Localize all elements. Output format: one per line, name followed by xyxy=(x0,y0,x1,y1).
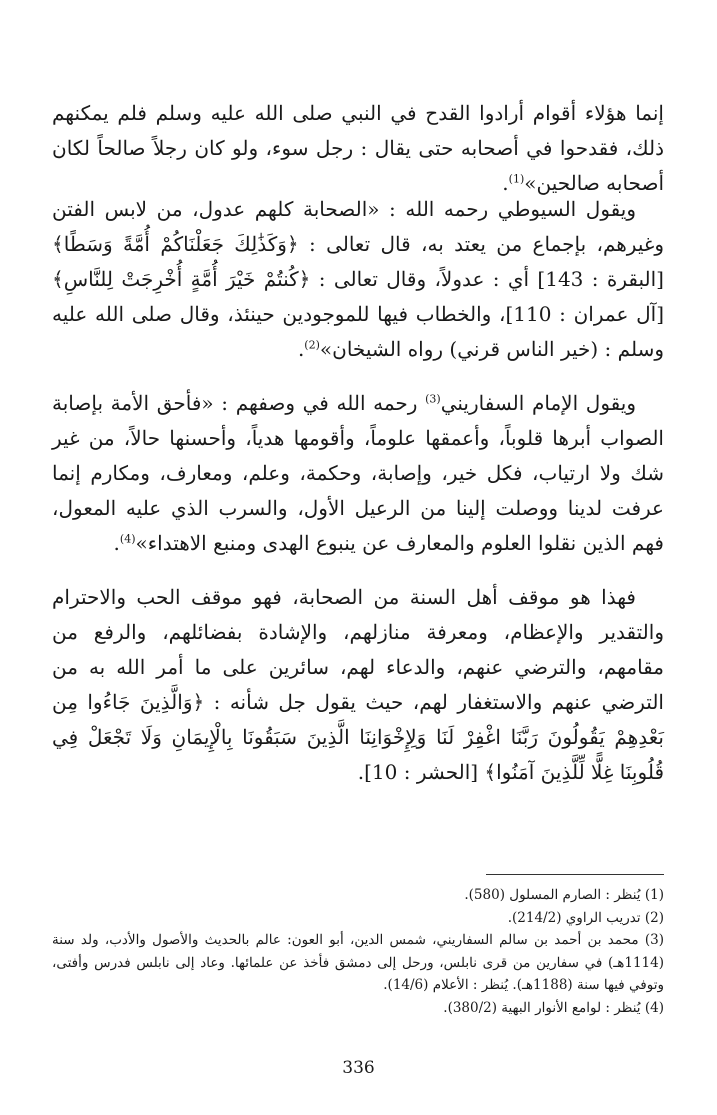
paragraph-3: ويقول الإمام السفاريني$^{(3)}$ رحمه الله في وصفهم : «فأحق الأمة بإصابة الصواب أبرها قلوباً، وأعمقها علوماً، وأقومها هدياً، وأحسنها حالاً، من غير شك ولا ارتياب، فكل خير، وإصابة، وحكمة، وعلم، ومعارف، ومكارم إنما عرفت لدينا ووصلت إلينا من الرعيل الأول، والسرب الذي عليه المعول، فهم الذين نقلوا العلوم والمعارف عن ينبوع الهدى ومنبع الاهتداء»$^{(4)}$. xyxy=(52,391,664,555)
footnote-separator xyxy=(486,874,664,875)
footnote-ref-3[interactable]: (3) xyxy=(425,392,441,406)
paragraph-1: إنما هؤلاء أقوام أرادوا القدح في النبي صلى الله عليه وسلم فلم يمكنهم ذلك، فقدحوا في أصحابه حتى يقال : رجل سوء، ولو كان رجلاً صالحاً لكان أصحابه صالحين»$^{(1)}$. xyxy=(52,101,664,195)
footnote-2: (2) تدريب الراوي (214/2). xyxy=(507,909,664,926)
main-text xyxy=(52,96,664,201)
page-number: 336 xyxy=(342,1058,375,1078)
footnote-1: (1) يُنظر : الصارم المسلول (580). xyxy=(464,887,664,903)
paragraph-2: ويقول السيوطي رحمه الله : «الصحابة كلهم عدول، من لابس الفتن وغيرهم، بإجماع من يعتد به، قال تعالى : ﴿وَكَذَٰلِكَ جَعَلْنَاكُمْ أُمَّةً وَسَطًا﴾ [البقرة : 143] أي : عدولاً، وقال تعالى : ﴿كُنتُمْ خَيْرَ أُمَّةٍ أُخْرِجَتْ لِلنَّاسِ﴾ [آل عمران : 110]، والخطاب فيها للموجودين حينئذ، وقال صلى الله عليه وسلم : (خير الناس قرني) رواه الشيخان»$^{(2)}$. xyxy=(52,197,664,361)
footnote-ref-2[interactable]: (2) xyxy=(304,338,320,352)
paragraph-4: فهذا هو موقف أهل السنة من الصحابة، فهو موقف الحب والاحترام والتقدير والإعظام، ومعرفة منازلهم، والإشادة بفضائلهم، والرفع من مقامهم، والترضي عنهم، والدعاء لهم، سائرين على ما أمر الله به من الترضي عنهم والاستغفار لهم، حيث يقول جل شأنه : ﴿وَالَّذِينَ جَاءُوا مِن بَعْدِهِمْ يَقُولُونَ رَبَّنَا اغْفِرْ لَنَا وَلِإِخْوَانِنَا الَّذِينَ سَبَقُونَا بِالْإِيمَانِ وَلَا تَجْعَلْ فِي قُلُوبِنَا غِلًّا لِّلَّذِينَ آمَنُوا﴾ [الحشر : 10]. xyxy=(52,585,664,784)
footnotes xyxy=(52,884,664,1019)
main-text-4 xyxy=(52,580,664,790)
footnote-ref-4[interactable]: (4) xyxy=(119,532,136,546)
footnote-3: (3) محمد بن أحمد بن سالم السفاريني، شمس الدين، أبو العون: عالم بالحديث والأصول والأدب، ولد سنة (1114هـ) في سفارين من قرى نابلس، ورحل إلى دمشق فأخذ عن علمائها. وعاد إلى نابلس فدرس وأفتى، وتوفي فيها سنة (1188هـ). يُنظر : الأعلام (14/6). xyxy=(52,932,664,993)
main-text-3 xyxy=(52,386,664,561)
footnote-4: (4) يُنظر : لوامع الأنوار البهية (380/2). xyxy=(443,999,664,1016)
footnote-ref-1[interactable]: (1) xyxy=(508,172,525,186)
main-text-2 xyxy=(52,192,664,367)
